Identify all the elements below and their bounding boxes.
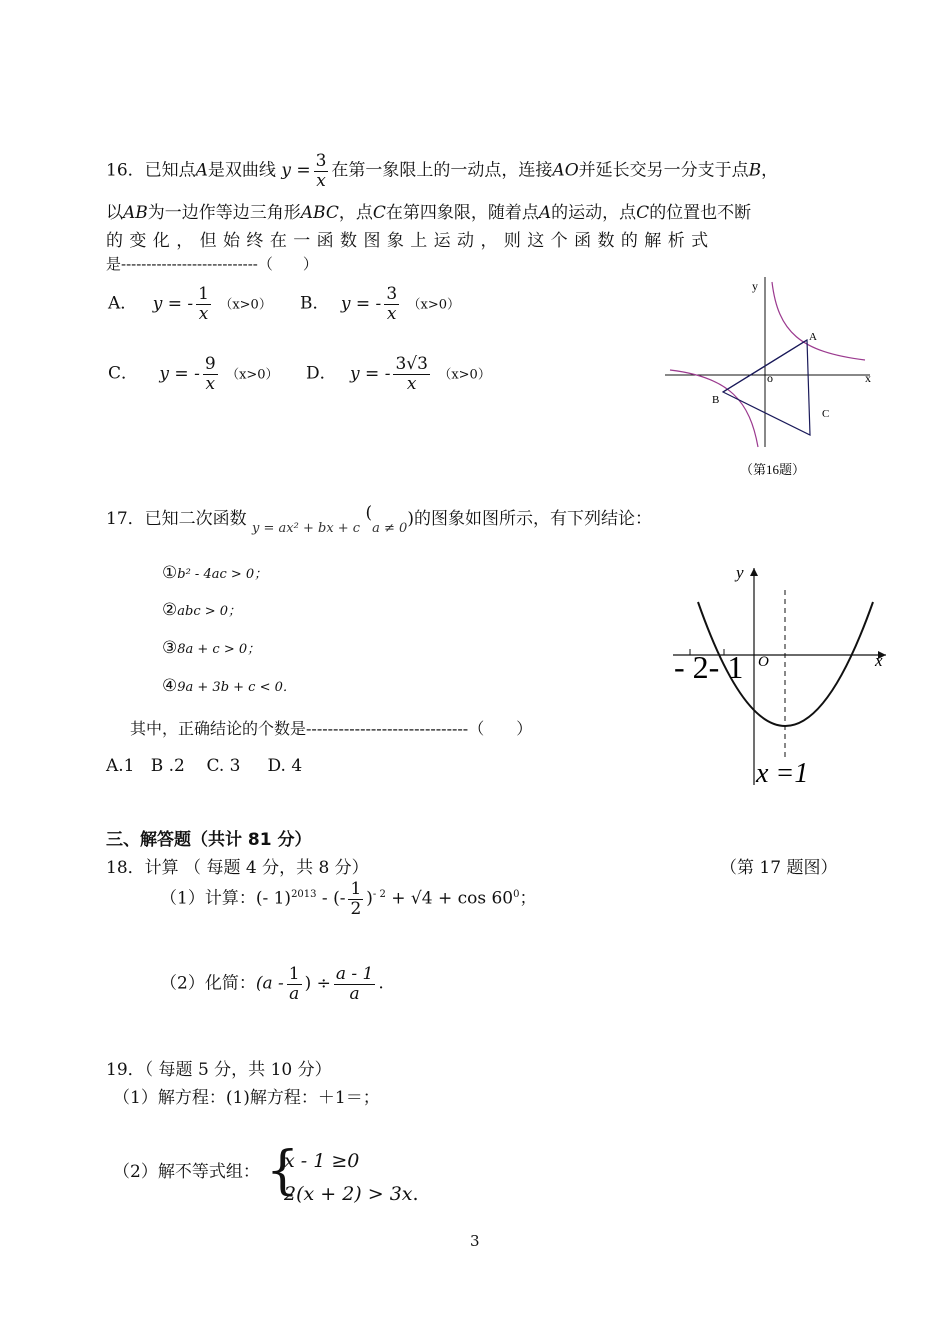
q16-figure	[660, 272, 880, 482]
q16-option-b	[300, 285, 460, 323]
y-arrow	[750, 568, 758, 576]
origin-label: O	[758, 654, 769, 670]
q16-fraction	[314, 152, 329, 190]
frac-den: x	[198, 303, 209, 324]
label-b: B	[712, 394, 720, 406]
q16-triangle: ABC	[300, 203, 339, 223]
exponent: 0	[513, 889, 520, 901]
frac-num: 3√3	[395, 354, 428, 374]
q16-line4: 是---------------------------（ ）	[106, 255, 318, 273]
expr: )	[366, 888, 373, 909]
q17-conclusion-3	[162, 638, 260, 658]
q16-option-a	[108, 285, 272, 323]
conclusion-text: 9a + 3b + c < 0．	[177, 680, 296, 695]
option-eq: y = -	[152, 293, 194, 314]
origin-label: o	[767, 371, 773, 385]
section-3-title: 三、解答题（共计 81 分）	[106, 830, 312, 850]
q16-point-a: A	[538, 203, 552, 223]
q17-caption: （第 17 题图）	[720, 858, 838, 878]
q16-point-a: A	[195, 160, 208, 181]
option-cond: （x>0）	[226, 367, 279, 383]
q16-text: 为一边作等边三角形	[147, 203, 301, 223]
y-label: y	[736, 563, 744, 582]
q16-text: 以	[106, 203, 123, 223]
label-c: C	[822, 408, 830, 420]
frac-den: a	[349, 983, 360, 1004]
conclusion-text: b² - 4ac > 0；	[177, 567, 268, 582]
q16-text: 是双曲线	[207, 160, 276, 181]
frac-num: 1	[198, 284, 209, 304]
circled-number: ②	[162, 600, 178, 620]
q17-condition: a ≠ 0	[372, 521, 408, 536]
q19-head: 19．（ 每题 5 分，共 10 分）	[106, 1060, 332, 1080]
conclusion-text: 8a + c > 0；	[177, 642, 261, 657]
q16-text: ，点	[338, 203, 373, 223]
expr: - (-	[316, 888, 346, 909]
triangle-abc	[723, 340, 810, 435]
exponent: - 2	[372, 889, 386, 901]
expr: ) ÷	[304, 973, 331, 994]
q16-text: ，	[761, 160, 779, 181]
option-fraction	[196, 285, 211, 323]
frac-num: 1	[288, 964, 300, 984]
circled-number: ④	[162, 676, 178, 696]
circled-number: ①	[162, 563, 178, 583]
q18-part-1	[160, 880, 537, 918]
hyperbola-branch-2	[670, 370, 758, 447]
q17-figure	[668, 560, 898, 790]
option-label: C．	[108, 363, 139, 384]
frac-den: x	[386, 303, 397, 324]
q19-part-2-label: （2）解不等式组：	[113, 1162, 260, 1182]
q16-point-c: C	[636, 203, 650, 223]
q16-line1	[106, 152, 778, 190]
option-cond: （x>0）	[438, 367, 491, 383]
circled-number: ③	[162, 638, 178, 658]
expr: (a -	[255, 973, 284, 994]
x-label: x	[875, 651, 883, 670]
q16-point-c: C	[372, 203, 386, 223]
frac-den: x	[316, 170, 326, 191]
q16-caption: （第16题）	[740, 462, 806, 477]
q16-eq-y: y =	[281, 160, 311, 181]
conclusion-text: abc > 0；	[177, 604, 242, 619]
option-eq: y = -	[350, 363, 391, 384]
hyperbola-branch-1	[772, 282, 865, 360]
frac-den: 2	[350, 898, 362, 919]
option-fraction	[393, 355, 429, 393]
q17-options: A.1 B .2 C. 3 D. 4	[106, 756, 303, 776]
frac-den: x	[205, 373, 216, 394]
expr: .	[378, 973, 384, 994]
part-label: （2）化简：	[160, 973, 256, 994]
q17-conclusion-1	[162, 563, 267, 583]
q17-paren: (	[365, 503, 373, 523]
expr: + √4 + cos 60	[385, 888, 514, 909]
q17-conclusion-4	[162, 676, 296, 696]
label-a: A	[809, 331, 817, 343]
option-cond: （x>0）	[407, 297, 461, 313]
option-eq: y = -	[340, 293, 382, 314]
option-label: D．	[306, 363, 337, 384]
exponent: 2013	[291, 889, 317, 901]
q17-text: 17．已知二次函数	[106, 509, 247, 529]
q17-intro	[106, 503, 652, 536]
q18-part-2	[160, 965, 384, 1003]
page-number: 3	[470, 1232, 480, 1250]
q17-text: )的图象如图所示，有下列结论：	[407, 509, 652, 529]
option-label: A．	[108, 293, 138, 314]
fraction	[348, 880, 363, 918]
inequality-2: 2(x + 2) > 3x.	[284, 1183, 419, 1205]
frac-den: a	[289, 983, 300, 1004]
q19-part-1: （1）解方程：(1)解方程：＋1＝；	[113, 1088, 380, 1108]
q16-text: 并延长交另一分支于点	[578, 160, 749, 181]
system-brace: {	[266, 1141, 300, 1201]
q16-seg-ab: AB	[123, 203, 148, 223]
q16-line3: 的 变 化 ， 但 始 终 在 一 函 数 图 象 上 运 动 ， 则 这 个 函 数 的 解 析 式	[106, 231, 709, 251]
option-fraction	[384, 285, 399, 323]
q16-option-c	[108, 355, 279, 393]
fraction	[334, 965, 376, 1003]
axis-equation: x =1	[756, 758, 809, 789]
q16-point-b: B	[748, 160, 762, 181]
q16-option-d	[306, 355, 491, 393]
frac-num: 1	[350, 879, 362, 899]
y-label: y	[752, 279, 758, 293]
neg-labels: - 2- 1	[674, 649, 744, 685]
x-label: x	[865, 371, 871, 385]
q16-text: 在第四象限，随着点	[385, 203, 539, 223]
frac-num: a - 1	[335, 964, 374, 984]
q16-text: 的位置也不断	[649, 203, 752, 223]
q18-head: 18．计算 （ 每题 4 分，共 8 分）	[106, 858, 369, 878]
frac-num: 9	[204, 354, 216, 374]
fraction	[287, 965, 302, 1003]
q16-text: 的运动，点	[551, 203, 637, 223]
expr: (- 1)	[255, 888, 292, 909]
option-fraction	[203, 355, 218, 393]
inequality-1: x - 1 ≥0	[284, 1150, 360, 1172]
option-cond: （x>0）	[219, 297, 272, 313]
q16-text: 在第一象限上的一动点，连接	[331, 160, 553, 181]
option-label: B．	[300, 293, 330, 314]
q17-question: 其中，正确结论的个数是------------------------------（ ）	[130, 719, 533, 738]
expr: ；	[519, 888, 537, 909]
option-eq: y = -	[159, 363, 200, 384]
q16-line2	[106, 198, 751, 223]
q17-conclusion-2	[162, 600, 241, 620]
q17-function: y = ax² + bx + c	[252, 521, 361, 536]
frac-num: 3	[315, 151, 327, 171]
frac-den: x	[406, 373, 417, 394]
part-label: （1）计算：	[160, 888, 256, 909]
frac-num: 3	[386, 284, 398, 304]
q16-seg-ao: AO	[552, 160, 579, 181]
q16-text: 16．已知点	[106, 160, 196, 181]
